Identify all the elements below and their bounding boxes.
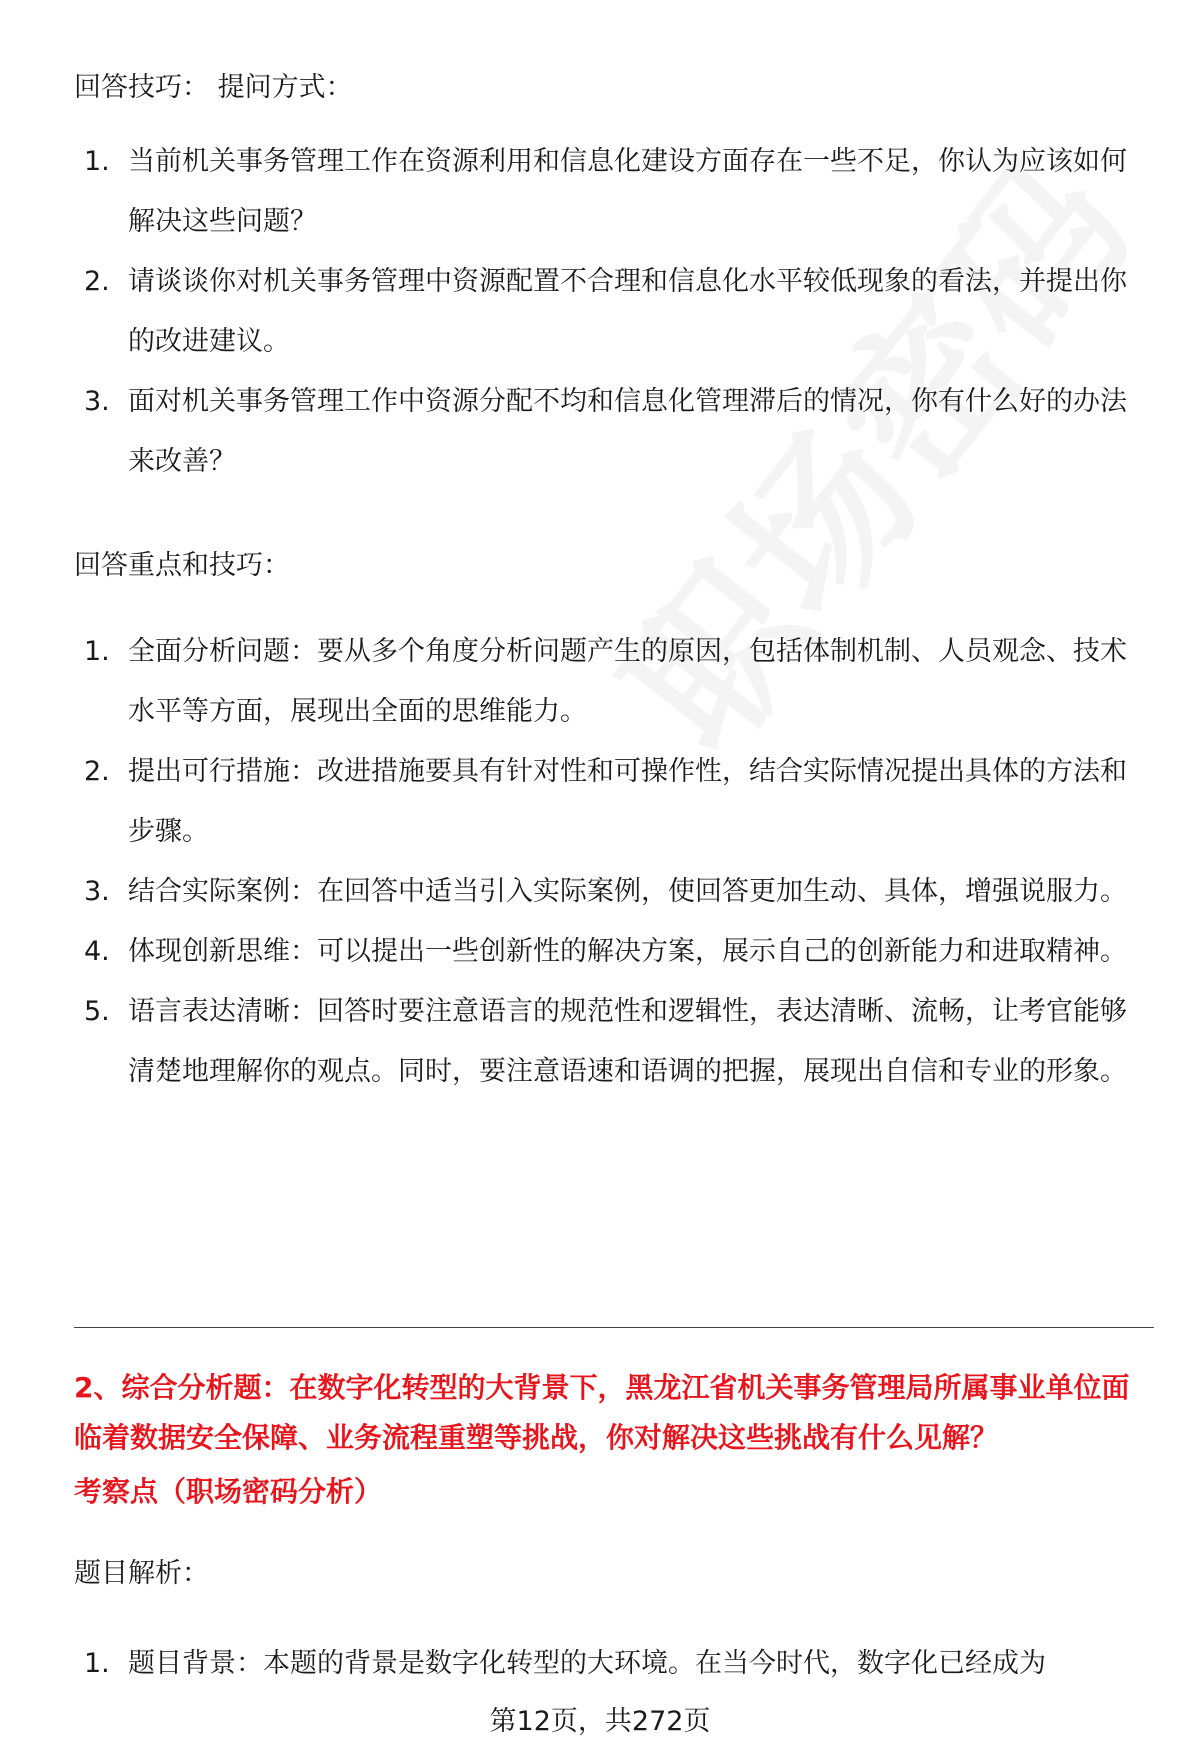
list-text: 结合实际案例：在回答中适当引入实际案例，使回答更加生动、具体，增强说服力。 [128,876,1127,907]
list-text: 请谈谈你对机关事务管理中资源配置不合理和信息化水平较低现象的看法，并提出你的改进建议。 [128,266,1127,357]
list-item [74,922,1144,982]
list-number: 3. [84,386,110,417]
list-item [74,982,1144,1102]
list-item [74,742,1144,862]
list-number: 1. [84,636,110,667]
list-number: 1. [84,1648,110,1679]
list-text: 体现创新思维：可以提出一些创新性的解决方案，展示自己的创新能力和进取精神。 [128,936,1127,967]
list-text: 面对机关事务管理工作中资源分配不均和信息化管理滞后的情况，你有什么好的办法来改善？ [128,386,1127,477]
section-divider [74,1327,1154,1328]
list-text: 提出可行措施：改进措施要具有针对性和可操作性，结合实际情况提出具体的方法和步骤。 [128,756,1127,847]
list-number: 1. [84,146,110,177]
page-footer: 第12页，共272页 [489,1706,711,1737]
analysis-list [74,1634,1144,1694]
list-number: 5. [84,996,110,1027]
list-item [74,252,1144,372]
question-title: 2、综合分析题：在数字化转型的大背景下，黑龙江省机关事务管理局所属事业单位面临着数据安全保障、业务流程重塑等挑战，你对解决这些挑战有什么见解？ [74,1371,1130,1454]
list-number: 3. [84,876,110,907]
heading-key-points: 回答重点和技巧： [74,550,290,581]
heading-tips-method: 回答技巧： 提问方式： [74,72,353,103]
list-number: 2. [84,266,110,297]
list-number: 4. [84,936,110,967]
list-item [74,132,1144,252]
list-item [74,372,1144,492]
list-item [74,862,1144,922]
analysis-heading: 题目解析： [74,1558,209,1589]
list-text: 题目背景：本题的背景是数字化转型的大环境。在当今时代，数字化已经成为 [128,1648,1046,1679]
list-text: 语言表达清晰：回答时要注意语言的规范性和逻辑性，表达清晰、流畅，让考官能够清楚地理解你的观点。同时，要注意语速和语调的把握，展现出自信和专业的形象。 [128,996,1127,1087]
list-item [74,1634,1144,1694]
key-points-list [74,622,1144,1102]
list-number: 2. [84,756,110,787]
list-text: 全面分析问题：要从多个角度分析问题产生的原因，包括体制机制、人员观念、技术水平等方面，展现出全面的思维能力。 [128,636,1127,727]
list-item [74,622,1144,742]
exam-point-heading: 考察点（职场密码分析） [74,1475,383,1508]
list-text: 当前机关事务管理工作在资源利用和信息化建设方面存在一些不足，你认为应该如何解决这些问题？ [128,146,1127,237]
questions-list [74,132,1144,492]
